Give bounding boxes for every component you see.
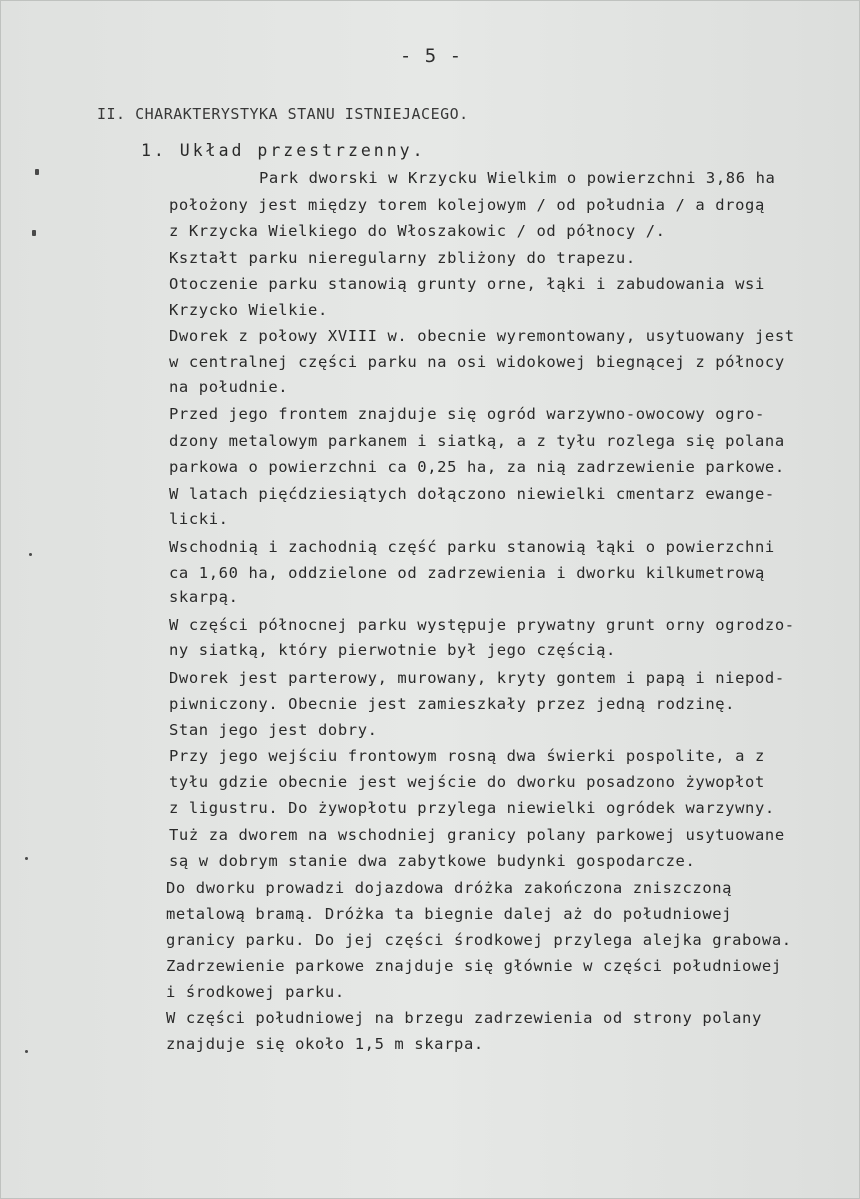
text-line: Dworek jest parterowy, murowany, kryty gontem i papą i niepod- [169, 669, 785, 687]
text-line: tyłu gdzie obecnie jest wejście do dworku posadzono żywopłot [169, 773, 765, 791]
text-line: dzony metalowym parkanem i siatką, a z tyłu rozlega się polana [169, 432, 785, 450]
text-line: z ligustru. Do żywopłotu przylega niewielki ogródek warzywny. [169, 799, 775, 817]
margin-mark [25, 1050, 28, 1053]
text-line: piwniczony. Obecnie jest zamieszkały przez jedną rodzinę. [169, 695, 736, 713]
section-heading: II. CHARAKTERYSTYKA STANU ISTNIEJACEGO. [97, 105, 469, 123]
text-line: Tuż za dworem na wschodniej granicy polany parkowej usytuowane [169, 826, 785, 844]
text-line: skarpą. [169, 588, 239, 606]
text-line: są w dobrym stanie dwa zabytkowe budynki gospodarcze. [169, 852, 696, 870]
text-line: W części południowej na brzegu zadrzewienia od strony polany [166, 1009, 762, 1027]
text-line: na południe. [169, 378, 289, 396]
text-line: i środkowej parku. [166, 983, 345, 1001]
page-number: - 5 - [399, 45, 463, 67]
text-line: W części północnej parku występuje prywatny grunt orny ogrodzo- [169, 616, 795, 634]
margin-mark [25, 857, 28, 860]
text-line: Krzycko Wielkie. [169, 301, 328, 319]
text-line: Wschodnią i zachodnią część parku stanowią łąki o powierzchni [169, 538, 775, 556]
margin-mark [29, 553, 32, 556]
text-line: Zadrzewienie parkowe znajduje się głównie w części południowej [166, 957, 782, 975]
text-line: Dworek z połowy XVIII w. obecnie wyremontowany, usytuowany jest [169, 327, 795, 345]
subsection-heading: 1. Układ przestrzenny. [141, 141, 426, 160]
text-line: licki. [169, 510, 229, 528]
text-line: W latach pięćdziesiątych dołączono niewielki cmentarz ewange- [169, 485, 775, 503]
text-line: znajduje się około 1,5 m skarpa. [166, 1035, 484, 1053]
margin-mark [35, 169, 39, 175]
text-line: Park dworski w Krzycku Wielkim o powierzchni 3,86 ha [259, 169, 776, 187]
text-line: w centralnej części parku na osi widokowej biegnącej z północy [169, 353, 785, 371]
text-line: metalową bramą. Dróżka ta biegnie dalej aż do południowej [166, 905, 733, 923]
text-line: parkowa o powierzchni ca 0,25 ha, za nią zadrzewienie parkowe. [169, 458, 785, 476]
text-line: położony jest między torem kolejowym / od południa / a drogą [169, 196, 765, 214]
text-line: ca 1,60 ha, oddzielone od zadrzewienia i dworku kilkumetrową [169, 564, 765, 582]
text-line: Przy jego wejściu frontowym rosną dwa świerki pospolite, a z [169, 747, 765, 765]
text-line: Kształt parku nieregularny zbliżony do trapezu. [169, 249, 636, 267]
text-line: z Krzycka Wielkiego do Włoszakowic / od północy /. [169, 222, 666, 240]
text-line: Przed jego frontem znajduje się ogród warzywno-owocowy ogro- [169, 405, 765, 423]
margin-mark [32, 230, 36, 236]
text-line: granicy parku. Do jej części środkowej przylega alejka grabowa. [166, 931, 792, 949]
text-line: Stan jego jest dobry. [169, 721, 378, 739]
text-line: ny siatką, który pierwotnie był jego częścią. [169, 641, 616, 659]
text-line: Otoczenie parku stanowią grunty orne, łąki i zabudowania wsi [169, 275, 765, 293]
text-line: Do dworku prowadzi dojazdowa dróżka zakończona zniszczoną [166, 879, 733, 897]
